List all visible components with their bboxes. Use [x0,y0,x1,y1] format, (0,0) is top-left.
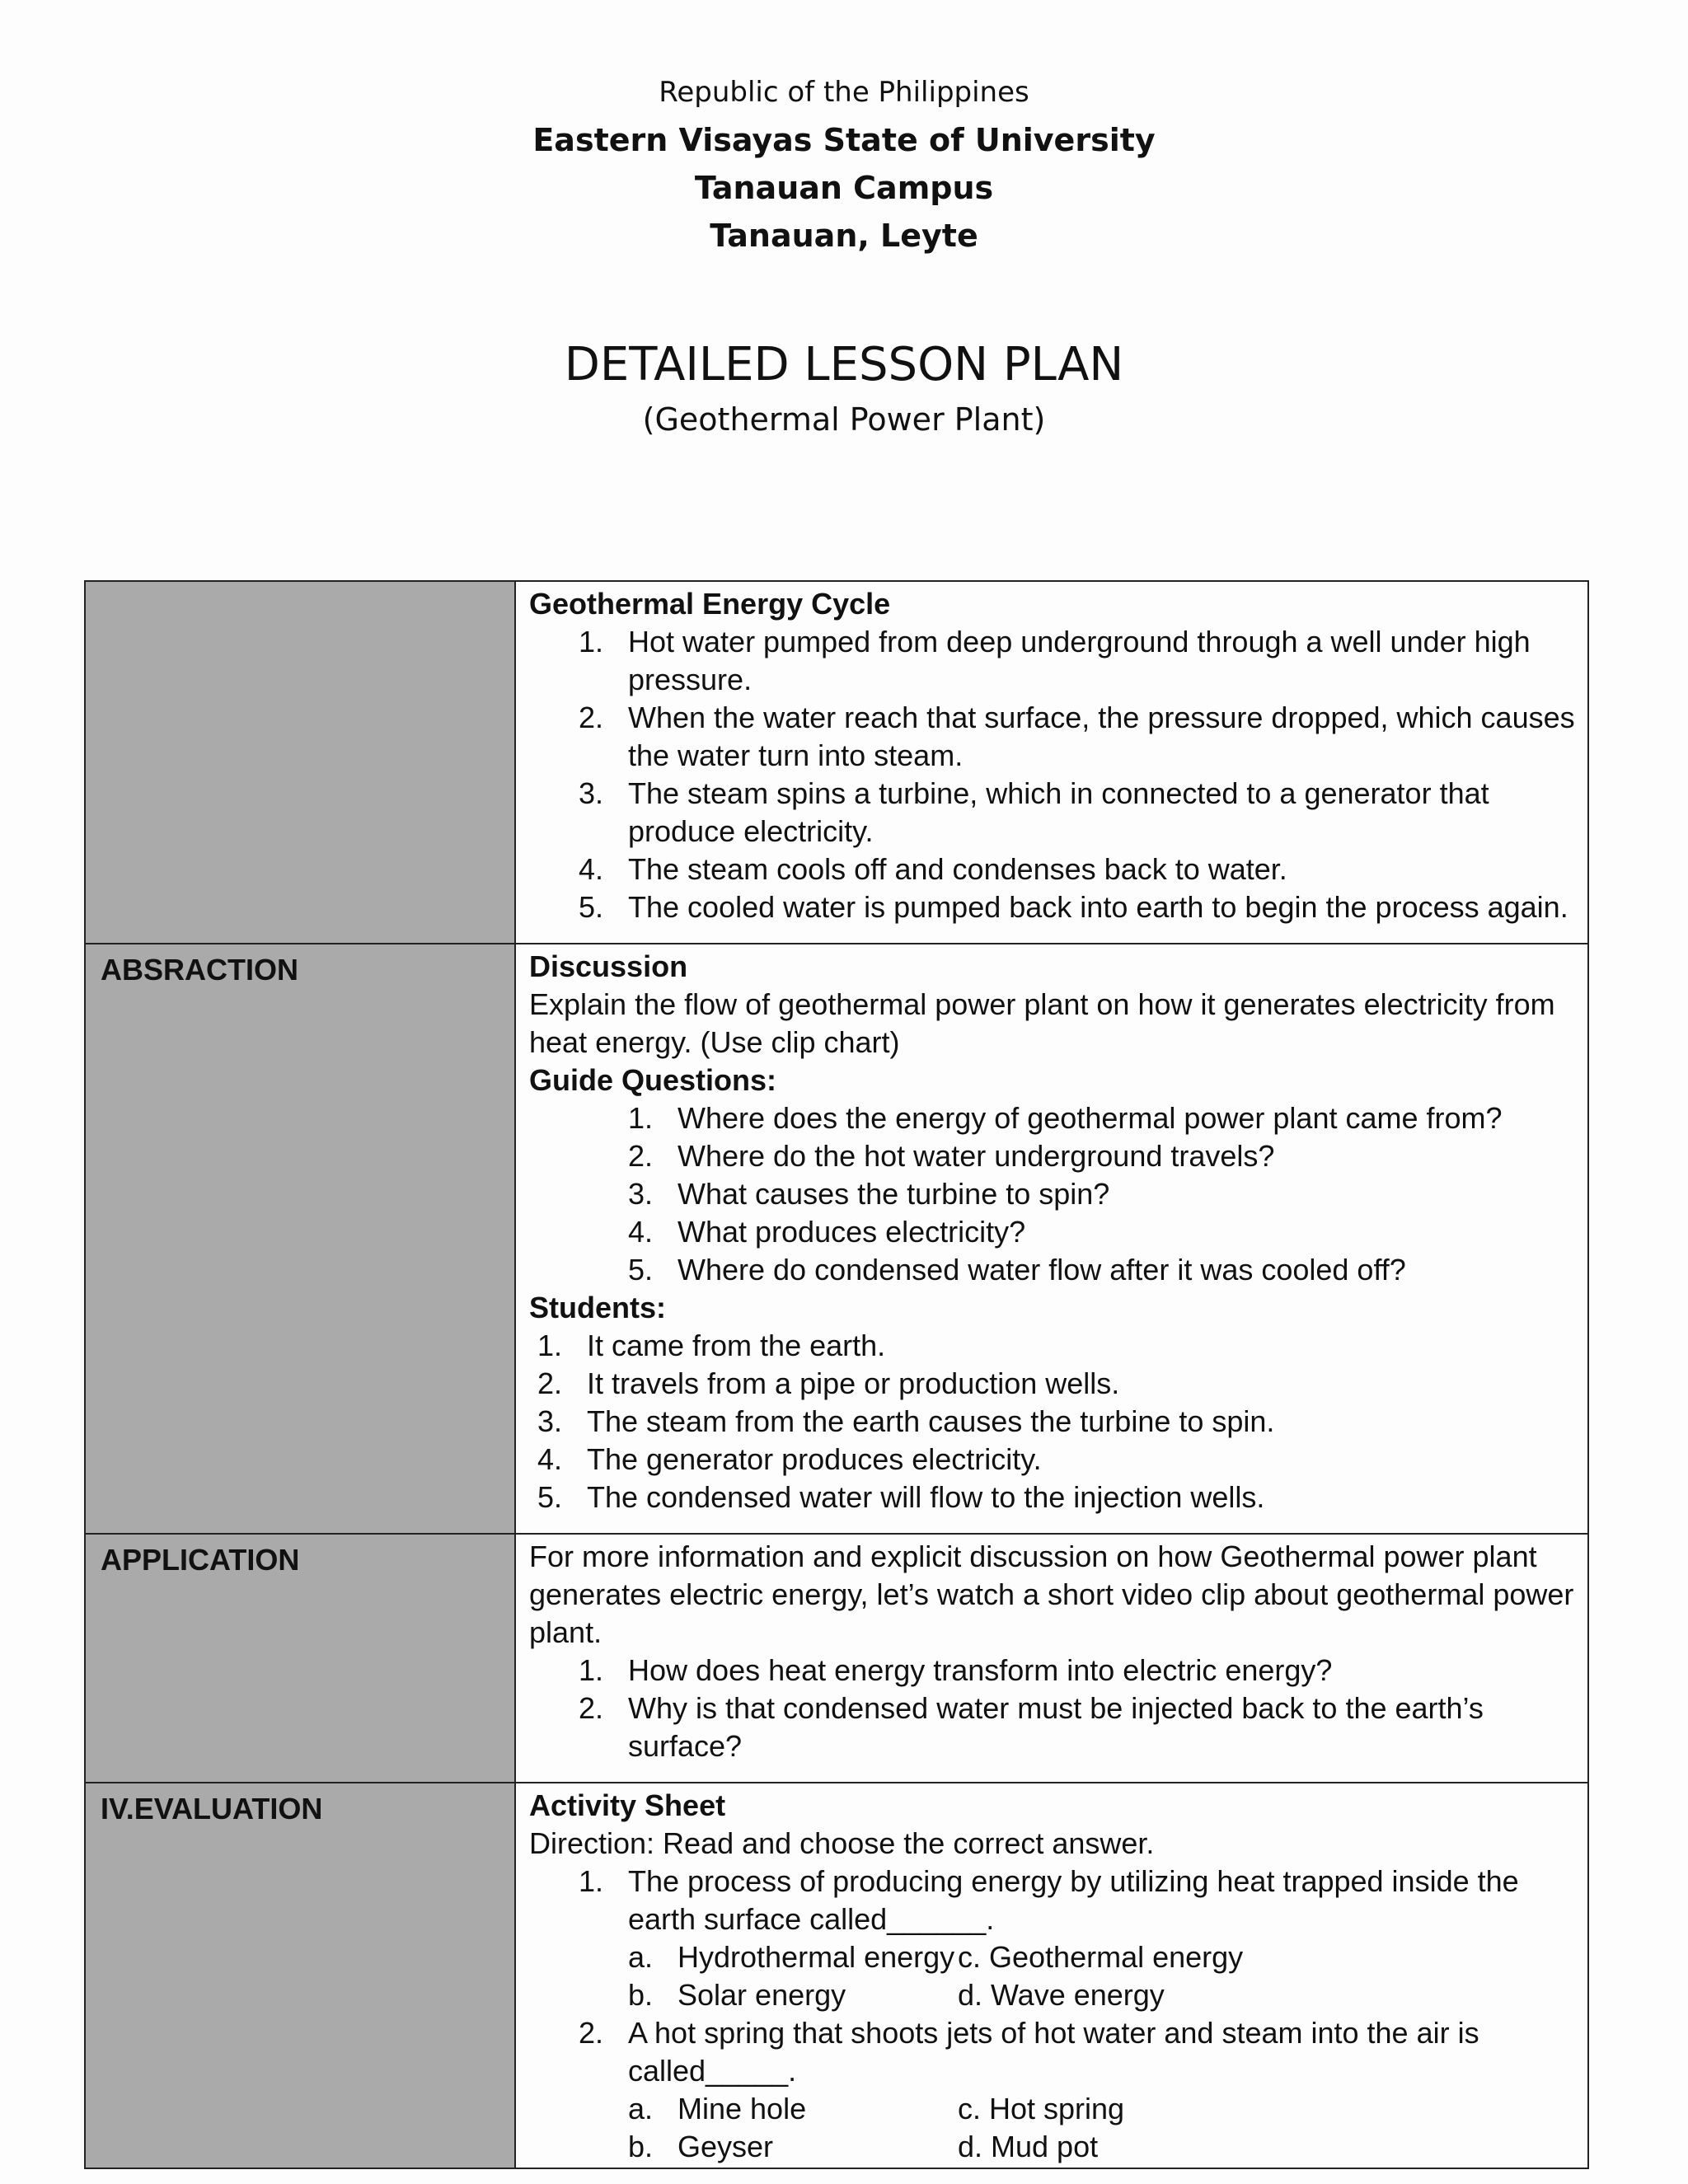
list-number: 4. [579,852,604,886]
row-content [515,1534,1588,1783]
list-item [529,851,1576,888]
numbered-list [529,623,1576,926]
list-item [529,1365,1576,1403]
document-header [0,76,1688,264]
list-number: 5. [537,1480,563,1514]
question-text: The process of producing energy by utilizing heat trapped inside the earth surface called______. [628,1864,1519,1936]
list-number: 3. [628,1177,654,1211]
list-item [529,1403,1576,1441]
list-number: 2. [628,1139,654,1173]
row-content [515,581,1588,944]
choice-letter: a. [628,1940,654,1974]
list-item [529,1175,1576,1213]
choice-letter: a. [628,2092,654,2125]
row-label: IV.EVALUATION [85,1783,515,2168]
list-text: It came from the earth. [587,1329,886,1362]
quiz-question [529,2014,1576,2090]
list-number: 5. [628,1253,654,1286]
list-text: Where does the energy of geothermal power plant came from? [678,1101,1503,1135]
list-text: It travels from a pipe or production wells. [587,1366,1120,1400]
table-row [85,1534,1588,1783]
list-number: 2. [537,1366,563,1400]
numbered-list [529,1327,1576,1516]
list-item [529,1327,1576,1365]
list-number: 2. [579,1691,604,1725]
choice-row [529,1976,1576,2014]
question-text: A hot spring that shoots jets of hot water and steam into the air is called_____. [628,2016,1479,2088]
list-number: 3. [537,1404,563,1438]
list-item [529,1652,1576,1690]
choice-row [529,2090,1576,2128]
list-text: The condensed water will flow to the injection wells. [587,1480,1265,1514]
row-label: APPLICATION [85,1534,515,1783]
row-label: ABSRACTION [85,944,515,1534]
page-subtitle: (Geothermal Power Plant) [642,401,1046,438]
list-number: 2. [579,701,604,734]
university-name: Eastern Visayas State of University [532,122,1156,158]
choice-a: Hydrothermal energy [678,1940,955,1974]
title-block [0,338,1688,438]
numbered-list [529,1099,1576,1289]
table-row [85,581,1588,944]
list-text: When the water reach that surface, the pressure dropped, which causes the water turn into steam. [628,701,1575,772]
choice-letter: b. [628,1978,654,2012]
list-text: Hot water pumped from deep underground through a well under high pressure. [628,625,1531,696]
list-number: 1. [537,1329,563,1362]
choice-b: Solar energy [678,1978,846,2012]
row-content [515,1783,1588,2168]
choice-a: Mine hole [678,2092,807,2125]
choice-row [529,1938,1576,1976]
section-heading: Activity Sheet [529,1788,726,1822]
choice-b: Geyser [678,2130,774,2163]
section-heading: Discussion [529,949,688,983]
campus-name: Tanauan Campus [694,170,994,206]
row-label [85,581,515,944]
list-text: Where do the hot water underground travels? [678,1139,1275,1173]
list-text: The generator produces electricity. [587,1442,1042,1476]
list-item [529,623,1576,699]
choice-c: c. Geothermal energy [958,1940,1244,1974]
list-item [529,1137,1576,1175]
section-heading: Geothermal Energy Cycle [529,587,891,621]
list-number: 1. [579,625,604,658]
list-number: 1. [579,1864,604,1898]
list-text: The cooled water is pumped back into earth to begin the process again. [628,890,1568,924]
list-text: How does heat energy transform into electric energy? [628,1653,1333,1687]
list-text: What causes the turbine to spin? [678,1177,1110,1211]
table-row [85,944,1588,1534]
list-item [529,775,1576,851]
republic-line: Republic of the Philippines [659,76,1029,109]
list-item [529,1099,1576,1137]
lesson-plan-table [84,580,1589,2169]
choice-c: c. Hot spring [958,2092,1125,2125]
numbered-list [529,2014,1576,2090]
list-number: 1. [579,1653,604,1687]
list-number: 4. [537,1442,563,1476]
list-item [529,888,1576,926]
list-item [529,1690,1576,1765]
quiz-question [529,1863,1576,1938]
list-number: 5. [579,890,604,924]
list-text: The steam from the earth causes the turbine to spin. [587,1404,1275,1438]
numbered-list [529,1652,1576,1765]
choice-d: d. Wave energy [958,1978,1165,2012]
list-item [529,1251,1576,1289]
choice-letter: b. [628,2130,654,2163]
list-text: Where do condensed water flow after it was cooled off? [678,1253,1406,1286]
list-item [529,1441,1576,1479]
list-text: Why is that condensed water must be injected back to the earth’s surface? [628,1691,1484,1763]
choice-d: d. Mud pot [958,2130,1099,2163]
list-number: 2. [579,2016,604,2050]
guide-questions-heading: Guide Questions: [529,1063,777,1097]
page-title: DETAILED LESSON PLAN [564,338,1124,391]
list-number: 3. [579,776,604,810]
list-item [529,699,1576,775]
numbered-list [529,1863,1576,1938]
campus-location: Tanauan, Leyte [710,218,978,254]
list-text: The steam cools off and condenses back to water. [628,852,1287,886]
choice-row [529,2128,1576,2166]
list-number: 4. [628,1215,654,1249]
row-content [515,944,1588,1534]
list-item [529,1213,1576,1251]
list-item [529,1479,1576,1516]
discussion-text: Explain the flow of geothermal power plant on how it generates electricity from heat energy. (Use clip chart) [529,987,1555,1059]
direction-text: Direction: Read and choose the correct answer. [529,1826,1155,1860]
students-heading: Students: [529,1291,666,1324]
list-text: The steam spins a turbine, which in connected to a generator that produce electricity. [628,776,1489,848]
list-number: 1. [628,1101,654,1135]
application-text: For more information and explicit discussion on how Geothermal power plant generates electric energy, let’s watch a short video clip about geothermal power plant. [529,1540,1574,1649]
list-text: What produces electricity? [678,1215,1026,1249]
table-row [85,1783,1588,2168]
